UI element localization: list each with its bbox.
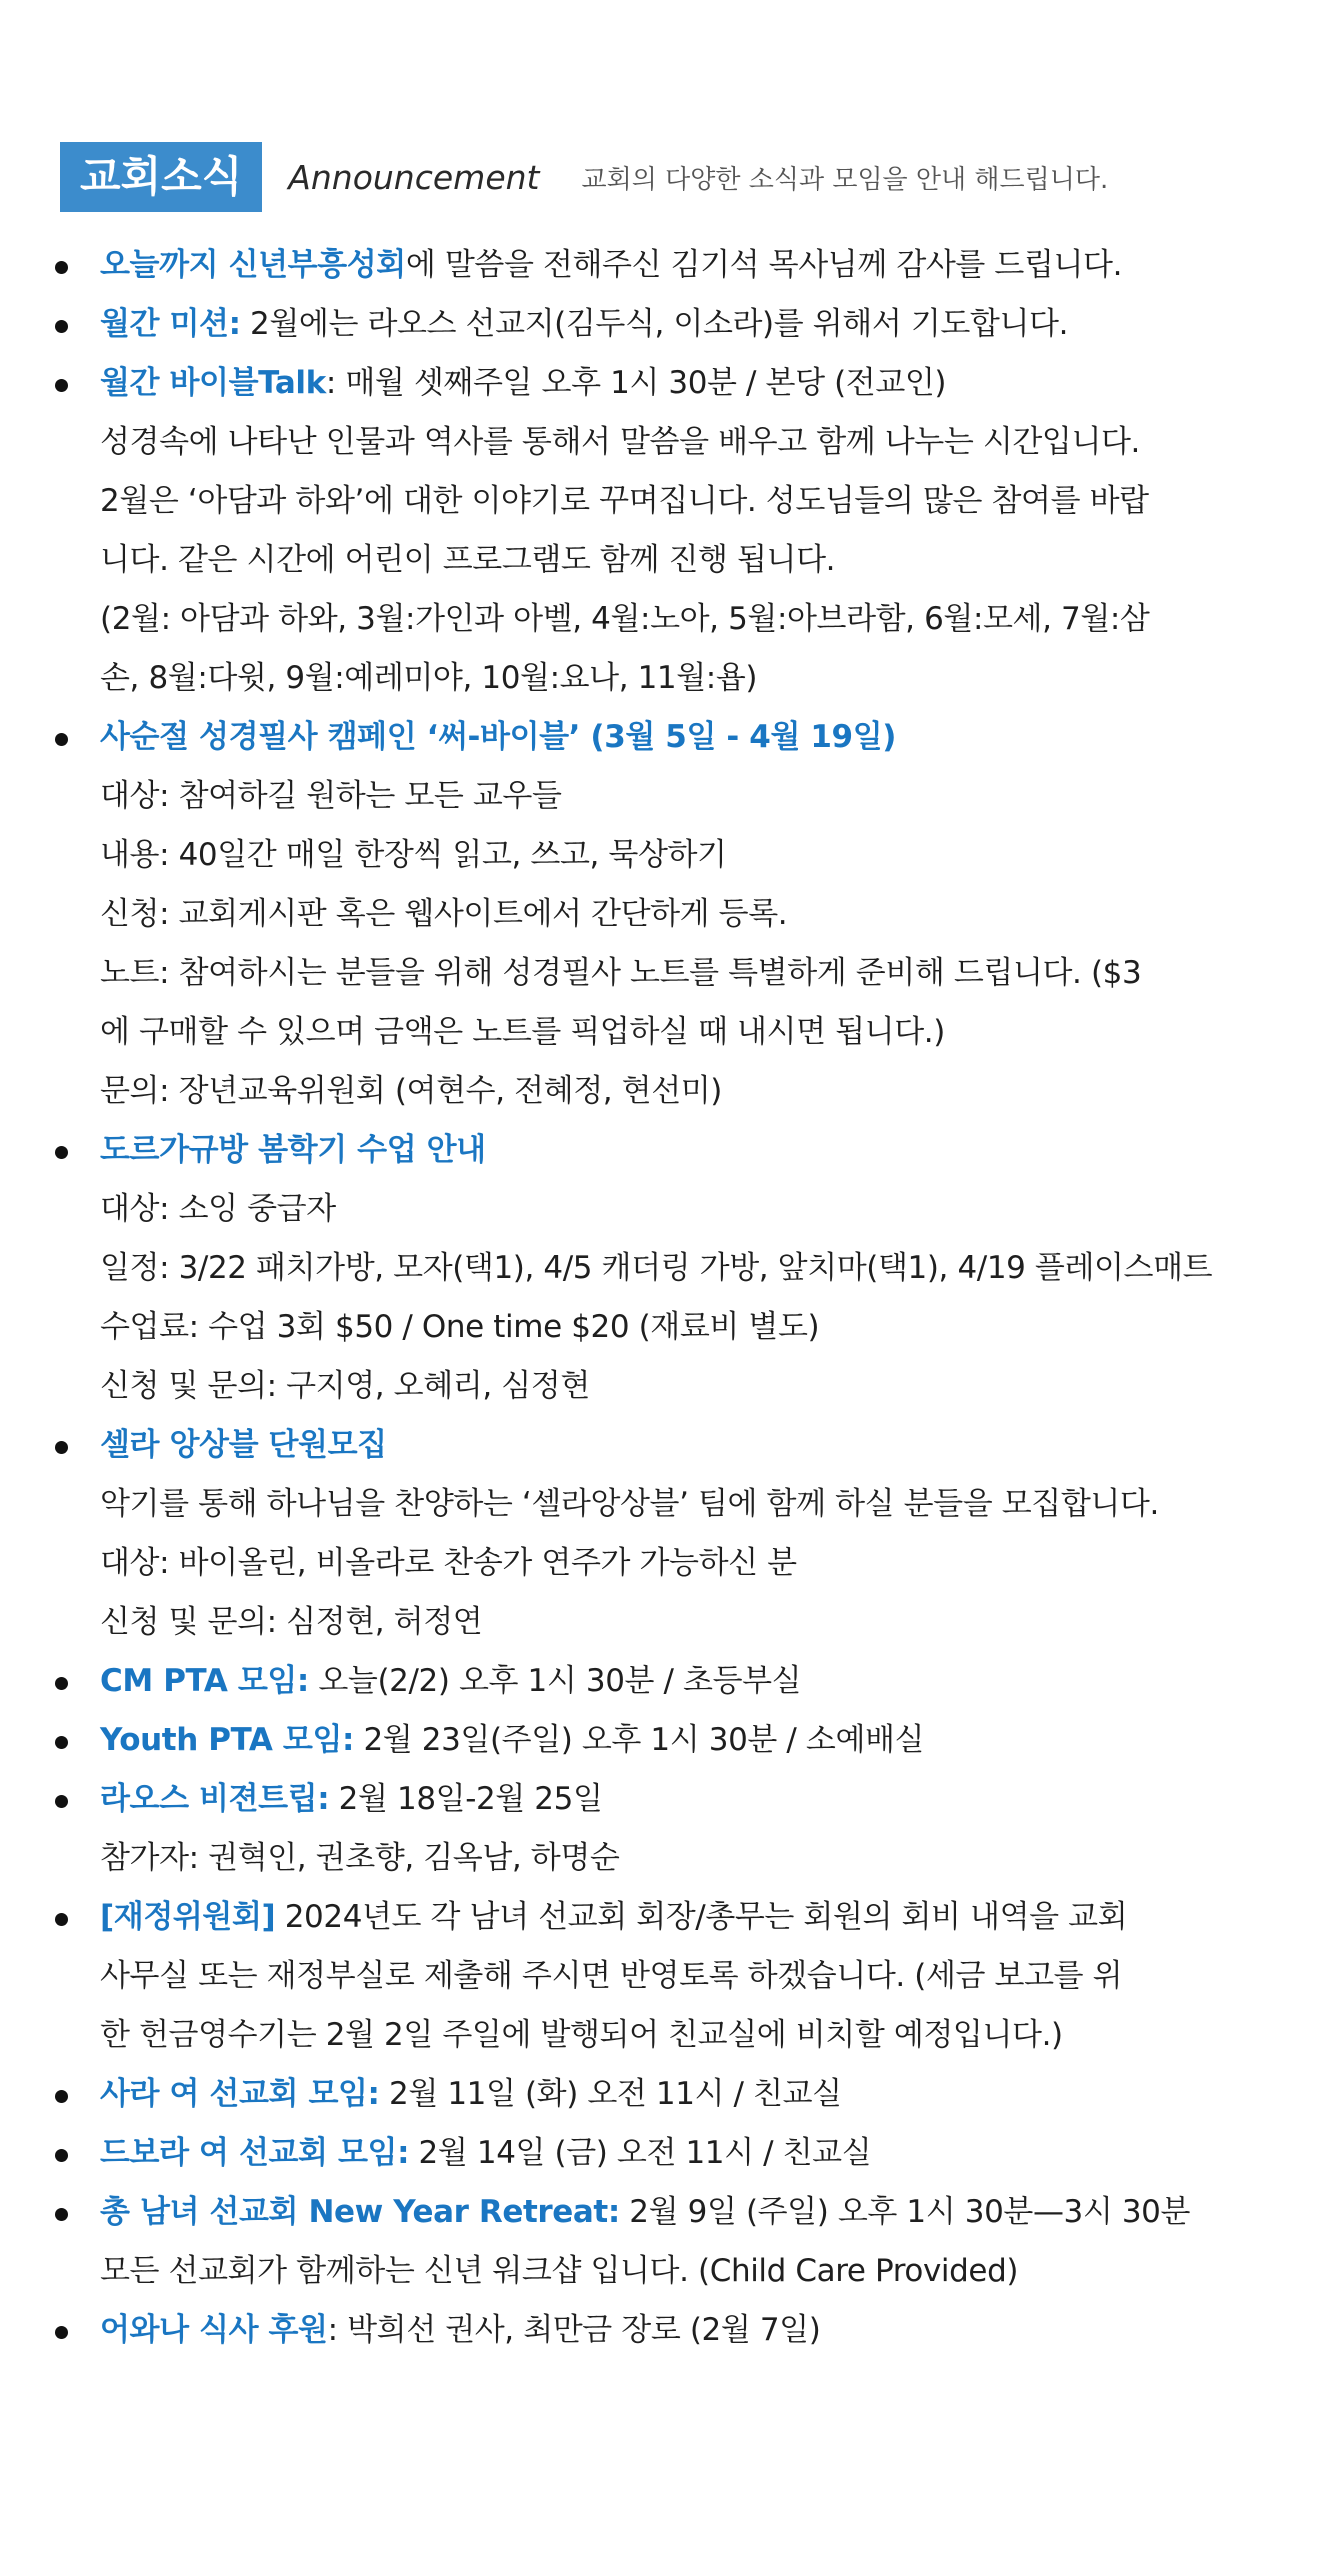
announcement-line bbox=[100, 1711, 1300, 1770]
announcement-text: 성경속에 나타난 인물과 역사를 통해서 말씀을 배우고 함께 나누는 시간입니다. bbox=[100, 424, 1141, 460]
announcement-line bbox=[100, 1534, 1300, 1593]
announcement-text: 손, 8월:다윗, 9월:예레미야, 10월:요나, 11월:욥) bbox=[100, 660, 758, 696]
announcement-text: (2월: 아담과 하와, 3월:가인과 아벨, 4월:노아, 5월:아브라함, 6월:모세, 7월:삼 bbox=[100, 601, 1150, 637]
announcement-text: 에 말씀을 전해주신 김기석 목사님께 감사를 드립니다. bbox=[405, 247, 1123, 283]
announcement-item bbox=[100, 2183, 1300, 2301]
announcement-item bbox=[100, 1770, 1300, 1888]
announcement-text: 에 구매할 수 있으며 금액은 노트를 픽업하실 때 내시면 됩니다.) bbox=[100, 1014, 945, 1050]
announcement-text: 대상: 바이올린, 비올라로 찬송가 연주가 가능하신 분 bbox=[100, 1545, 797, 1581]
section-subtitle-ko: 교회의 다양한 소식과 모임을 안내 해드립니다. bbox=[581, 164, 1109, 195]
announcement-line bbox=[100, 236, 1300, 295]
announcement-line bbox=[100, 1652, 1300, 1711]
announcement-heading: 드보라 여 선교회 모임: bbox=[100, 2135, 410, 2171]
announcement-text: 대상: 참여하길 원하는 모든 교우들 bbox=[100, 778, 562, 814]
announcement-heading: [재정위원회] bbox=[100, 1899, 276, 1935]
announcement-line bbox=[100, 1180, 1300, 1239]
announcement-text: 악기를 통해 하나님을 찬양하는 ‘셀라앙상블’ 팀에 함께 하실 분들을 모집합니다. bbox=[100, 1486, 1159, 1522]
announcement-heading: 사라 여 선교회 모임: bbox=[100, 2076, 380, 2112]
announcement-line bbox=[100, 1003, 1300, 1062]
announcement-item bbox=[100, 236, 1300, 295]
announcement-line bbox=[100, 1947, 1300, 2006]
announcement-line bbox=[100, 2124, 1300, 2183]
announcement-text: 일정: 3/22 패치가방, 모자(택1), 4/5 캐더링 가방, 앞치마(택1), 4/19 플레이스매트 bbox=[100, 1250, 1213, 1286]
announcement-heading: 도르가규방 봄학기 수업 안내 bbox=[100, 1132, 486, 1168]
announcement-line bbox=[100, 1829, 1300, 1888]
announcement-heading: 총 남녀 선교회 New Year Retreat: bbox=[100, 2194, 620, 2230]
announcement-line bbox=[100, 1357, 1300, 1416]
announcement-item bbox=[100, 354, 1300, 708]
announcement-item bbox=[100, 708, 1300, 1121]
announcement-line bbox=[100, 1475, 1300, 1534]
announcement-text: 2월 14일 (금) 오전 11시 / 친교실 bbox=[409, 2135, 872, 2171]
announcement-item bbox=[100, 2301, 1300, 2360]
announcement-text: 2월 11일 (화) 오전 11시 / 친교실 bbox=[379, 2076, 842, 2112]
announcement-heading: 월간 바이블Talk bbox=[100, 365, 326, 401]
announcement-line bbox=[100, 1298, 1300, 1357]
announcement-item bbox=[100, 2124, 1300, 2183]
announcement-line bbox=[100, 1416, 1300, 1475]
announcement-heading: Youth PTA 모임: bbox=[100, 1722, 354, 1758]
announcement-text: 2024년도 각 남녀 선교회 회장/총무는 회원의 회비 내역을 교회 bbox=[275, 1899, 1128, 1935]
announcement-line bbox=[100, 1121, 1300, 1180]
announcement-text: 한 헌금영수기는 2월 2일 주일에 발행되어 친교실에 비치할 예정입니다.) bbox=[100, 2017, 1063, 2053]
announcement-text: 2월 23일(주일) 오후 1시 30분 / 소예배실 bbox=[353, 1722, 925, 1758]
announcement-item bbox=[100, 1121, 1300, 1416]
announcement-text: 2월은 ‘아담과 하와’에 대한 이야기로 꾸며집니다. 성도님들의 많은 참여를 바랍 bbox=[100, 483, 1149, 519]
announcement-text: 모든 선교회가 함께하는 신년 워크샵 입니다. (Child Care Provided) bbox=[100, 2253, 1019, 2289]
section-title: 교회소식 bbox=[60, 142, 262, 212]
announcement-line bbox=[100, 2065, 1300, 2124]
announcement-line bbox=[100, 1770, 1300, 1829]
announcement-item bbox=[100, 1888, 1300, 2065]
announcement-line bbox=[100, 826, 1300, 885]
announcement-text: 신청 및 문의: 구지영, 오혜리, 심정현 bbox=[100, 1368, 590, 1404]
announcement-text: 노트: 참여하시는 분들을 위해 성경필사 노트를 특별하게 준비해 드립니다. ($3 bbox=[100, 955, 1142, 991]
announcement-text: 2월 18일-2월 25일 bbox=[329, 1781, 603, 1817]
announcement-text: 오늘(2/2) 오후 1시 30분 / 초등부실 bbox=[308, 1663, 802, 1699]
announcement-text: 참가자: 권혁인, 권초향, 김옥남, 하명순 bbox=[100, 1840, 620, 1876]
section-subtitle-en: Announcement bbox=[288, 157, 540, 197]
announcement-line bbox=[100, 1062, 1300, 1121]
announcement-heading: 라오스 비젼트립: bbox=[100, 1781, 330, 1817]
announcement-line bbox=[100, 354, 1300, 413]
announcement-text: 신청: 교회게시판 혹은 웹사이트에서 간단하게 등록. bbox=[100, 896, 788, 932]
announcement-line bbox=[100, 2242, 1300, 2301]
announcement-line bbox=[100, 2301, 1300, 2360]
announcement-list bbox=[100, 236, 1300, 2360]
announcement-line bbox=[100, 1239, 1300, 1298]
announcement-line bbox=[100, 2183, 1300, 2242]
announcement-heading: CM PTA 모임: bbox=[100, 1663, 309, 1699]
announcement-text: 니다. 같은 시간에 어린이 프로그램도 함께 진행 됩니다. bbox=[100, 542, 836, 578]
announcement-text: 2월에는 라오스 선교지(김두식, 이소라)를 위해서 기도합니다. bbox=[240, 306, 1069, 342]
announcement-text: 문의: 장년교육위원회 (여현수, 전혜정, 현선미) bbox=[100, 1073, 722, 1109]
announcement-line bbox=[100, 472, 1300, 531]
announcement-text: 사무실 또는 재정부실로 제출해 주시면 반영토록 하겠습니다. (세금 보고를 위 bbox=[100, 1958, 1123, 1994]
announcement-line bbox=[100, 1888, 1300, 1947]
announcement-item bbox=[100, 1416, 1300, 1652]
announcement-text: : 박희선 권사, 최만금 장로 (2월 7일) bbox=[327, 2312, 821, 2348]
section-header bbox=[60, 142, 1108, 212]
announcement-text: 2월 9일 (주일) 오후 1시 30분—3시 30분 bbox=[619, 2194, 1191, 2230]
announcement-line bbox=[100, 649, 1300, 708]
announcement-item bbox=[100, 2065, 1300, 2124]
announcement-line bbox=[100, 708, 1300, 767]
announcement-heading: 셀라 앙상블 단원모집 bbox=[100, 1427, 387, 1463]
announcement-line bbox=[100, 2006, 1300, 2065]
announcement-item bbox=[100, 295, 1300, 354]
announcement-item bbox=[100, 1711, 1300, 1770]
announcement-text: 수업료: 수업 3회 $50 / One time $20 (재료비 별도) bbox=[100, 1309, 820, 1345]
announcement-heading: 월간 미션: bbox=[100, 306, 241, 342]
announcement-text: 내용: 40일간 매일 한장씩 읽고, 쓰고, 묵상하기 bbox=[100, 837, 727, 873]
announcement-line bbox=[100, 295, 1300, 354]
announcement-text: : 매월 셋째주일 오후 1시 30분 / 본당 (전교인) bbox=[325, 365, 947, 401]
announcement-line bbox=[100, 944, 1300, 1003]
announcement-line bbox=[100, 531, 1300, 590]
announcement-line bbox=[100, 767, 1300, 826]
announcement-line bbox=[100, 885, 1300, 944]
announcement-heading: 어와나 식사 후원 bbox=[100, 2312, 328, 2348]
announcement-text: 대상: 소잉 중급자 bbox=[100, 1191, 336, 1227]
announcement-heading: 사순절 성경필사 캠페인 ‘써-바이블’ (3월 5일 - 4월 19일) bbox=[100, 719, 897, 755]
announcement-line bbox=[100, 413, 1300, 472]
announcement-line bbox=[100, 1593, 1300, 1652]
announcement-item bbox=[100, 1652, 1300, 1711]
announcement-line bbox=[100, 590, 1300, 649]
announcement-text: 신청 및 문의: 심정현, 허정연 bbox=[100, 1604, 483, 1640]
announcement-heading: 오늘까지 신년부흥성회 bbox=[100, 247, 406, 283]
